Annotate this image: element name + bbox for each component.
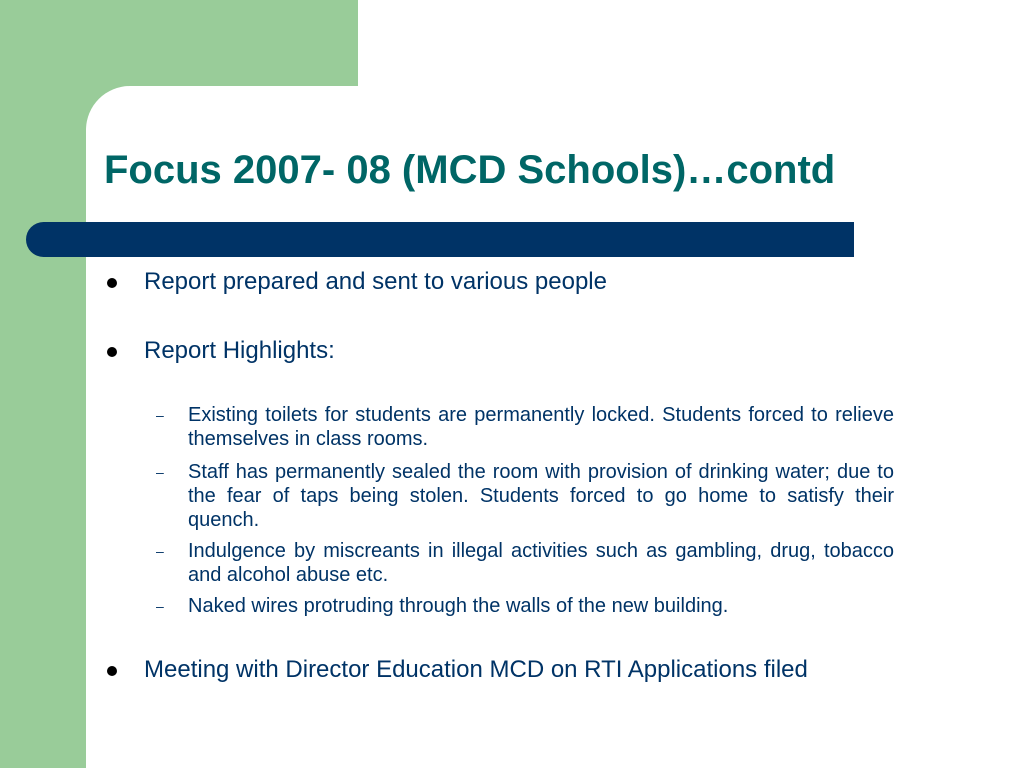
slide-title: Focus 2007- 08 (MCD Schools)…contd bbox=[104, 148, 836, 192]
bullet-dot-icon bbox=[107, 666, 117, 676]
bullet-text: Report Highlights: bbox=[144, 337, 335, 364]
sub-bullet-text: Indulgence by miscreants in illegal activities such as gambling, drug, tobacco and alcohol abuse etc. bbox=[188, 540, 894, 586]
sub-bullet-text: Naked wires protruding through the walls of the new building. bbox=[188, 595, 729, 617]
bullet-text: Meeting with Director Education MCD on RTI Applications filed bbox=[144, 656, 808, 683]
dash-icon: – bbox=[156, 407, 164, 423]
dash-icon: – bbox=[156, 464, 164, 480]
bullet-dot-icon bbox=[107, 278, 117, 288]
bullet-dot-icon bbox=[107, 347, 117, 357]
bullet-text: Report prepared and sent to various people bbox=[144, 268, 607, 295]
sub-bullet-text: Staff has permanently sealed the room with provision of drinking water; due to the fear of taps being stolen. Students forced to go home to satisfy their quench. bbox=[188, 461, 894, 531]
dash-icon: – bbox=[156, 598, 164, 614]
dash-icon: – bbox=[156, 543, 164, 559]
sub-bullet-text: Existing toilets for students are permanently locked. Students forced to relieve themselves in class rooms. bbox=[188, 404, 894, 450]
